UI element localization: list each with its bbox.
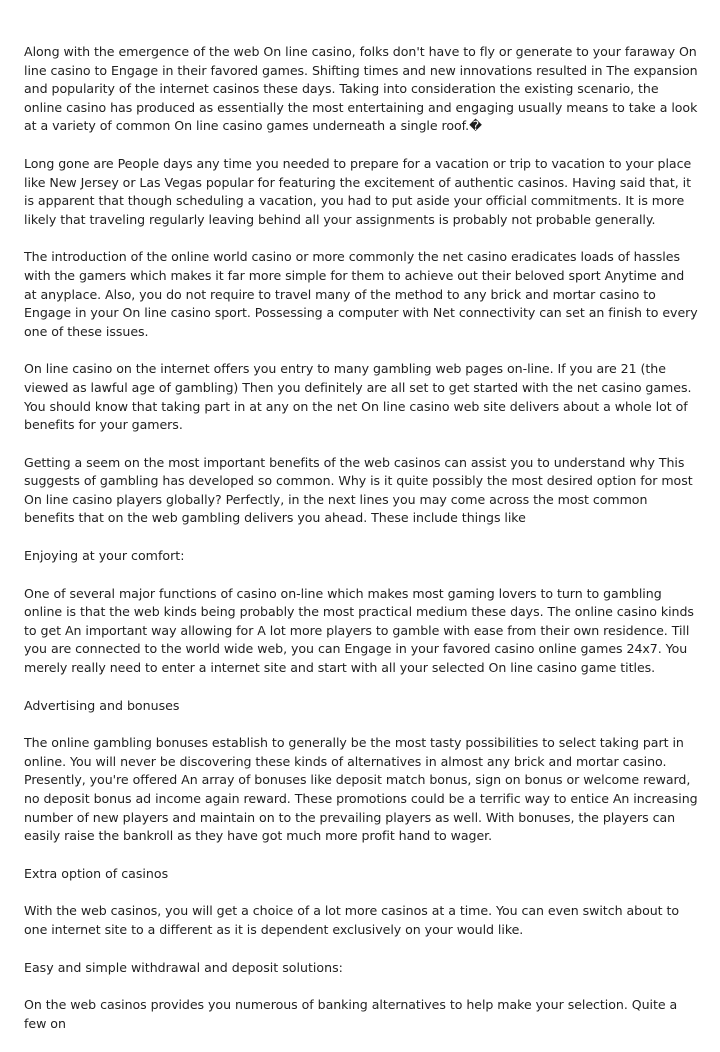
paragraph-casinos: With the web casinos, you will get a choice of a lot more casinos at a time. You can even switch about to one internet site to a different as it is dependent exclusively on your would like. (24, 903, 680, 937)
section-heading-bonuses: Advertising and bonuses (24, 697, 180, 713)
paragraph-benefits: Getting a seem on the most important benefits of the web casinos can assist you to understand why This suggests of gambling has developed so common. Why is it quite possibly the most desired option for most On line casino players globally? Perfectly, in the next lines you may come across the most common benefits that on the web gambling delivers you ahead. These include things like (24, 454, 693, 526)
paragraph-bonuses: The online gambling bonuses establish to generally be the most tasty possibilities to select taking part in online. You will never be discovering these kinds of alternatives in almost any brick and mortar casino. Presently, you're offered An array of bonuses like deposit match bonus, sign on bonus or welcome reward, no deposit bonus ad income again reward. These promotions could be a terrific way to entice An increasing number of new players and maintain on to the prevailing players as well. With bonuses, the players can easily raise the bankroll as they have got much more profit hand to wager. (24, 735, 698, 844)
paragraph-intro: Along with the emergence of the web On line casino, folks don't have to fly or generate to your faraway On line casino to Engage in their favored games. Shifting times and new innovations resulted in The expansion and popularity of the internet casinos these days. Taking into consideration the existing scenario, the online casino has produced as essentially the most entertaining and engaging usually means to take a look at a variety of common On line casino games underneath a single roof.� (24, 44, 698, 134)
document-body (24, 43, 700, 1052)
paragraph-comfort: One of several major functions of casino on-line which makes most gaming lovers to turn to gambling online is that the web kinds being probably the most practical medium these days. The online casino kinds to get An important way allowing for A lot more players to gamble with ease from their own residence. Till you are connected to the world wide web, you can Engage in your favored casino online games 24x7. You merely really need to enter a internet site and start with all your selected On line casino game titles. (24, 585, 694, 676)
section-heading-casinos: Extra option of casinos (24, 865, 169, 881)
paragraph-withdrawal: On the web casinos provides you numerous of banking alternatives to help make your selection. Quite a few on (24, 997, 678, 1031)
paragraph-access: On line casino on the internet offers you entry to many gambling web pages on-line. If you are 21 (the viewed as lawful age of gambling) Then you definitely are all set to get started with the net casino games. You should know that taking part in at any on the net On line casino web site delivers about a whole lot of benefits for your gamers. (24, 361, 692, 433)
paragraph-vacation: Long gone are People days any time you needed to prepare for a vacation or trip to vacation to your place like New Jersey or Las Vegas popular for featuring the excitement of authentic casinos. Having said that, it is apparent that though scheduling a vacation, you had to put aside your official commitments. It is more likely that traveling regularly leaving behind all your assignments is probably not probable generally. (24, 155, 692, 227)
section-heading-comfort: Enjoying at your comfort: (24, 548, 185, 564)
section-heading-withdrawal: Easy and simple withdrawal and deposit solutions: (24, 959, 343, 975)
paragraph-introduction: The introduction of the online world casino or more commonly the net casino eradicates loads of hassles with the gamers which makes it far more simple for them to achieve out their beloved sport Anytime and at anyplace. Also, you do not require to travel many of the method to any brick and mortar casino to Engage in your On line casino sport. Possessing a computer with Net connectivity can set an finish to every one of these issues. (24, 249, 698, 339)
